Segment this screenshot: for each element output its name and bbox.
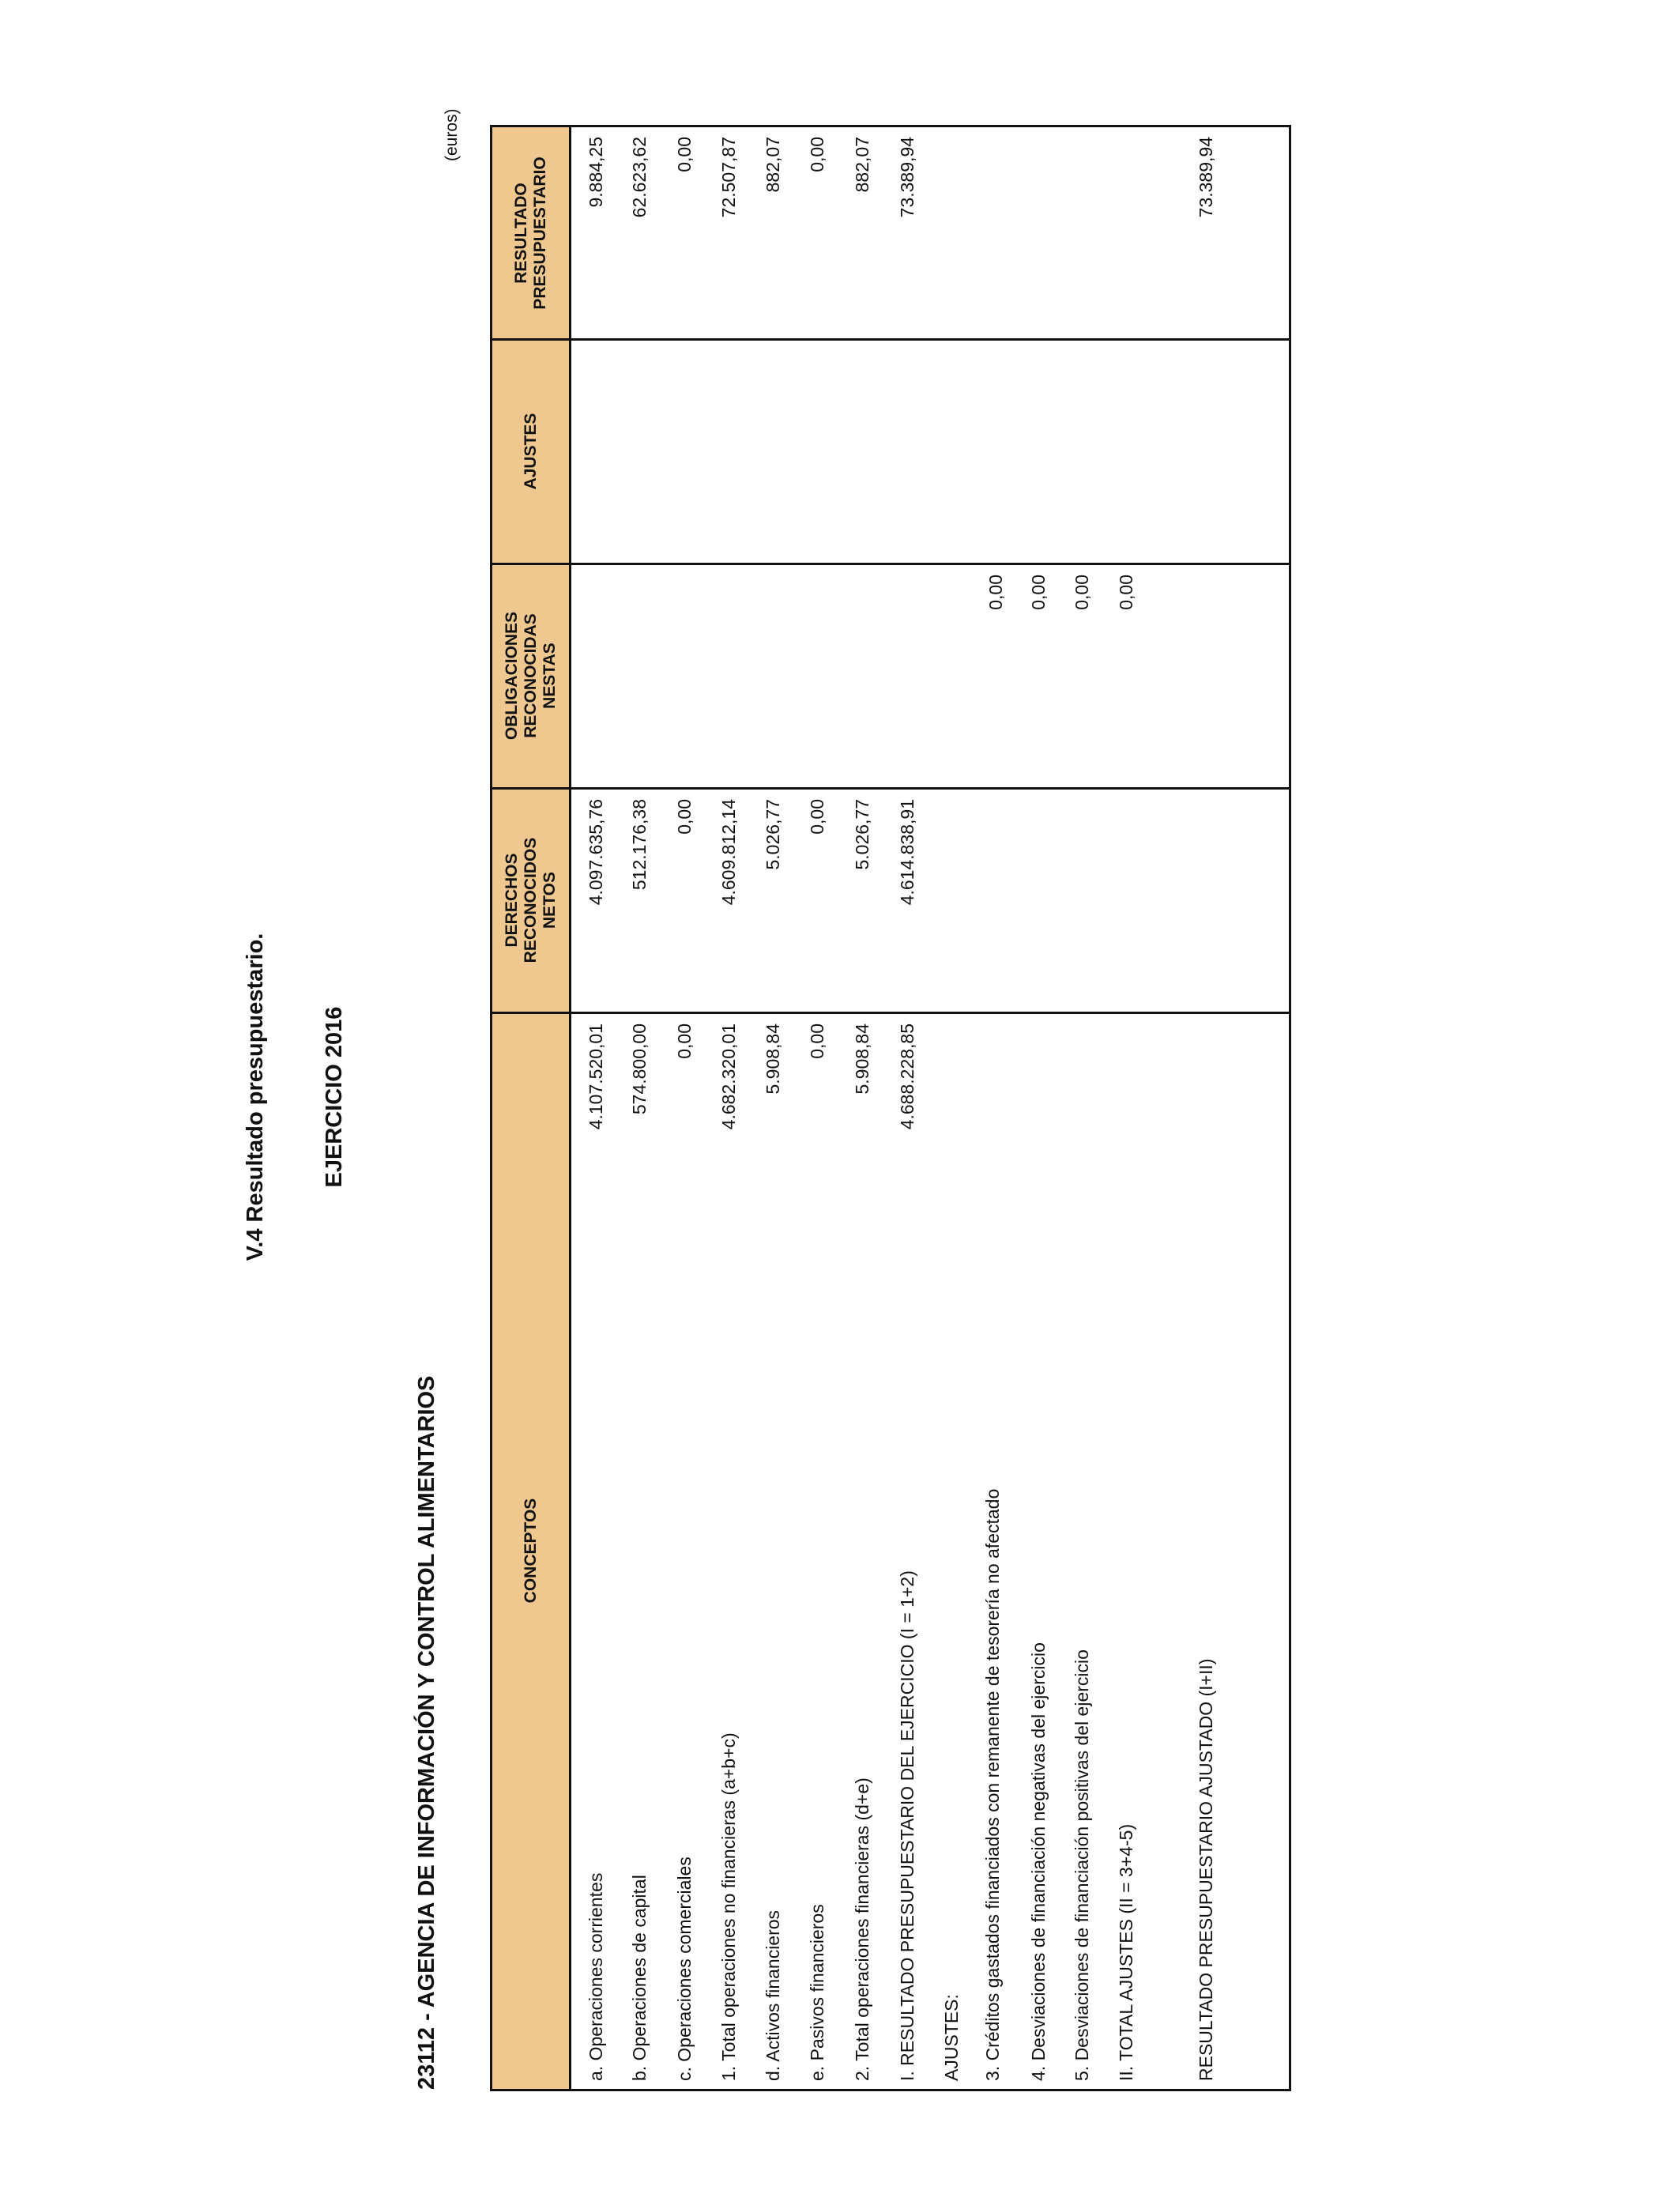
row-resultado-value: 62.623,62 [629, 137, 650, 218]
row-obligaciones-value: 0,00 [674, 799, 695, 835]
row-ajustes-value: 0,00 [1116, 575, 1136, 610]
unit-label: (euros) [443, 108, 461, 161]
row-obligaciones-value: 4.609.812,14 [718, 799, 739, 906]
row-resultado-value: 882,07 [852, 137, 872, 193]
row-derechos-value: 4.107.520,01 [586, 1023, 606, 1130]
row-resultado-value: 0,00 [807, 137, 827, 172]
row-obligaciones-value: 512.176,38 [629, 799, 650, 891]
header-derechos: DERECHOS RECONOCIDOS NETOS [492, 788, 571, 1012]
column-divider [492, 563, 1289, 565]
row-concepto: e. Pasivos financieros [807, 1904, 827, 2081]
entity-title: 23112 - AGENCIA DE INFORMACIÓN Y CONTROL ALIMENTARIOS [414, 1375, 439, 2090]
row-derechos-value: 5.908,84 [763, 1023, 783, 1095]
row-derechos-value: 0,00 [807, 1023, 827, 1059]
resultado-table [490, 125, 1291, 2091]
row-derechos-value: 574.800,00 [629, 1023, 650, 1115]
header-resultado: RESULTADO PRESUPUESTARIO [492, 127, 571, 339]
row-concepto: 5. Desviaciones de financiación positivas del ejercicio [1072, 1649, 1092, 2081]
row-resultado-value: 9.884,25 [586, 137, 606, 208]
row-concepto: I. RESULTADO PRESUPUESTARIO DEL EJERCICIO (I = 1+2) [897, 1570, 917, 2081]
row-concepto: RESULTADO PRESUPUESTARIO AJUSTADO (I+II) [1196, 1658, 1216, 2081]
row-concepto: b. Operaciones de capital [629, 1875, 650, 2081]
report-heading: V.4 Resultado presupuestario. [243, 933, 268, 1261]
column-divider [492, 787, 1289, 790]
row-resultado-value: 72.507,87 [718, 137, 739, 218]
row-obligaciones-value: 0,00 [807, 799, 827, 835]
header-obligaciones: OBLIGACIONES RECONOCIDAS NESTAS [492, 564, 571, 788]
row-obligaciones-value: 4.097.635,76 [586, 799, 606, 906]
row-resultado-value: 73.389,94 [897, 137, 917, 218]
row-concepto: d. Activos financieros [763, 1909, 783, 2081]
row-resultado-value: 73.389,94 [1196, 137, 1216, 218]
row-derechos-value: 4.688.228,85 [897, 1023, 917, 1130]
row-ajustes-value: 0,00 [1028, 575, 1049, 610]
row-obligaciones-value: 4.614.838,91 [897, 799, 917, 906]
row-derechos-value: 4.682.320,01 [718, 1023, 739, 1130]
row-concepto: AJUSTES: [941, 1994, 962, 2081]
row-concepto: 2. Total operaciones financieras (d+e) [852, 1777, 872, 2081]
row-concepto: II. TOTAL AJUSTES (II = 3+4-5) [1116, 1823, 1136, 2081]
column-divider [492, 1012, 1289, 1014]
row-concepto: c. Operaciones comerciales [674, 1857, 695, 2081]
row-ajustes-value: 0,00 [1072, 575, 1092, 610]
ejercicio-title: EJERCICIO 2016 [322, 1006, 347, 1188]
row-concepto: 3. Créditos gastados financiados con remanente de tesorería no afectado [982, 1488, 1003, 2081]
row-ajustes-value: 0,00 [985, 575, 1006, 610]
row-derechos-value: 0,00 [674, 1023, 695, 1059]
header-conceptos: CONCEPTOS [492, 1012, 571, 2089]
row-concepto: 4. Desviaciones de financiación negativas del ejercicio [1028, 1642, 1049, 2081]
row-concepto: 1. Total operaciones no financieras (a+b+c) [718, 1732, 739, 2081]
row-obligaciones-value: 5.026,77 [763, 799, 783, 870]
column-divider [492, 338, 1289, 341]
row-derechos-value: 5.908,84 [852, 1023, 872, 1095]
row-concepto: a. Operaciones corrientes [586, 1872, 606, 2081]
row-resultado-value: 0,00 [674, 137, 695, 172]
row-resultado-value: 882,07 [763, 137, 783, 193]
header-ajustes: AJUSTES [492, 339, 571, 564]
row-obligaciones-value: 5.026,77 [852, 799, 872, 870]
